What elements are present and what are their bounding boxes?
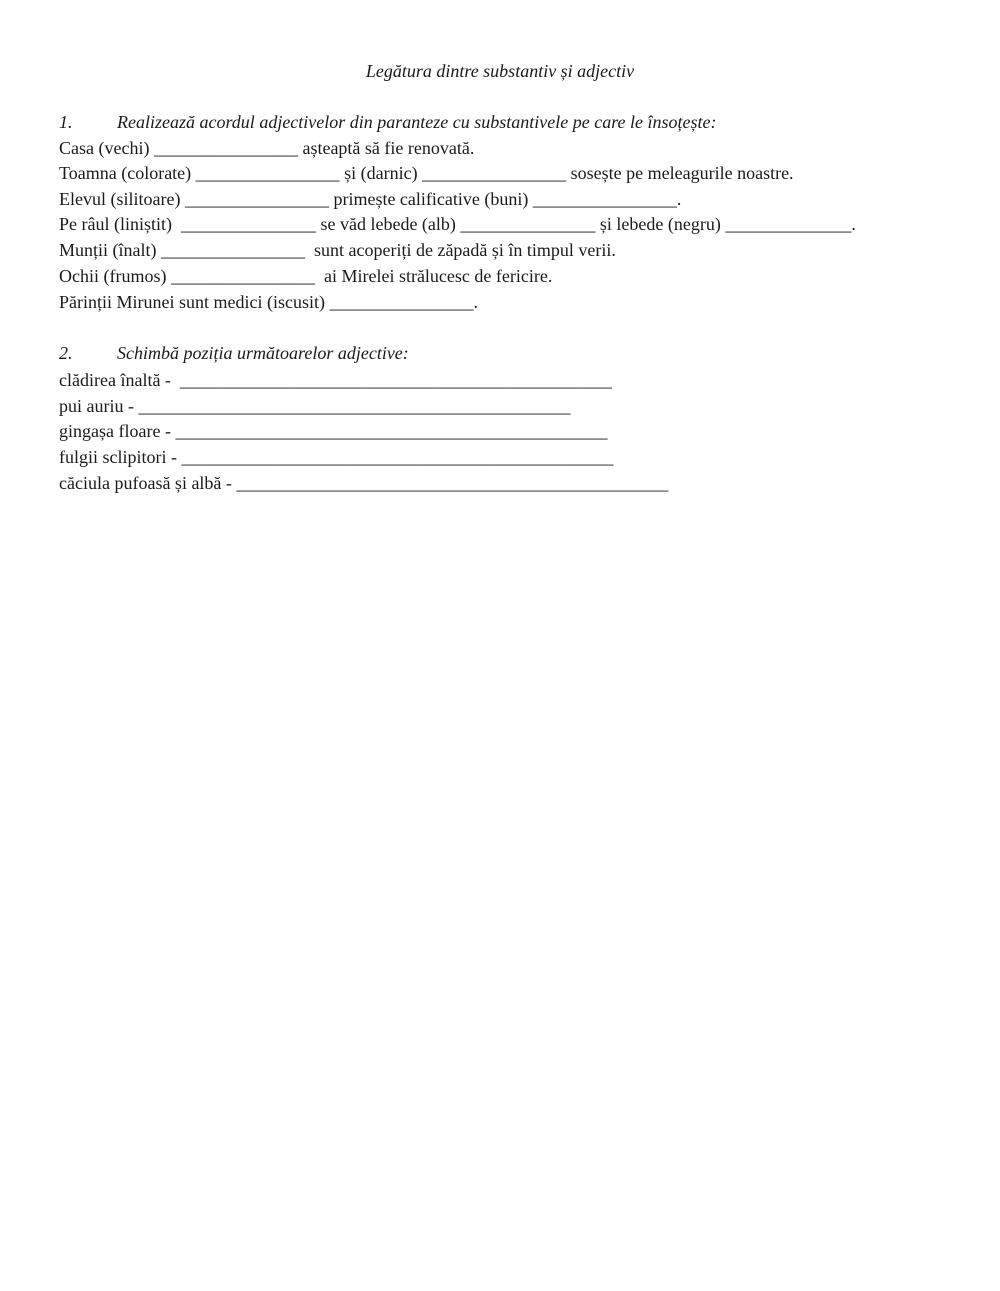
exercise-1-number: 1. [59, 112, 73, 132]
exercise-1-heading [59, 111, 717, 133]
exercise-1-instruction: Realizează acordul adjectivelor din paranteze cu substantivele pe care le însoțește: [117, 112, 717, 132]
exercise-1-line: Elevul (silitoare) ________________ primește calificative (buni) ________________. [59, 189, 682, 209]
exercise-2-line: fulgii sclipitori - ________________________________________________ [59, 447, 614, 467]
exercise-2-line: pui auriu - ________________________________________________ [59, 396, 571, 416]
exercise-2-line: gingașa floare - ________________________________________________ [59, 421, 608, 441]
exercise-1-line: Pe râul (liniștit) _______________ se văd lebede (alb) _______________ și lebede (negru) ______________. [59, 214, 856, 234]
exercise-1-line: Munții (înalt) ________________ sunt acoperiți de zăpadă și în timpul verii. [59, 240, 616, 260]
exercise-2-instruction: Schimbă poziția următoarelor adjective: [117, 343, 409, 363]
exercise-2-line: căciula pufoasă și albă - ________________________________________________ [59, 473, 669, 493]
exercise-1-line: Casa (vechi) ________________ așteaptă să fie renovată. [59, 138, 475, 158]
exercise-2-line: clădirea înaltă - ________________________________________________ [59, 370, 612, 390]
exercise-2-heading [59, 342, 409, 364]
exercise-1-line: Ochii (frumos) ________________ ai Mirelei strălucesc de fericire. [59, 266, 553, 286]
page-title: Legătura dintre substantiv și adjectiv [365, 61, 635, 81]
exercise-1-line: Toamna (colorate) ________________ și (darnic) ________________ sosește pe meleagurile noastre. [59, 163, 794, 183]
exercise-2-number: 2. [59, 343, 73, 363]
exercise-1-line: Părinții Mirunei sunt medici (iscusit) ________________. [59, 292, 478, 312]
